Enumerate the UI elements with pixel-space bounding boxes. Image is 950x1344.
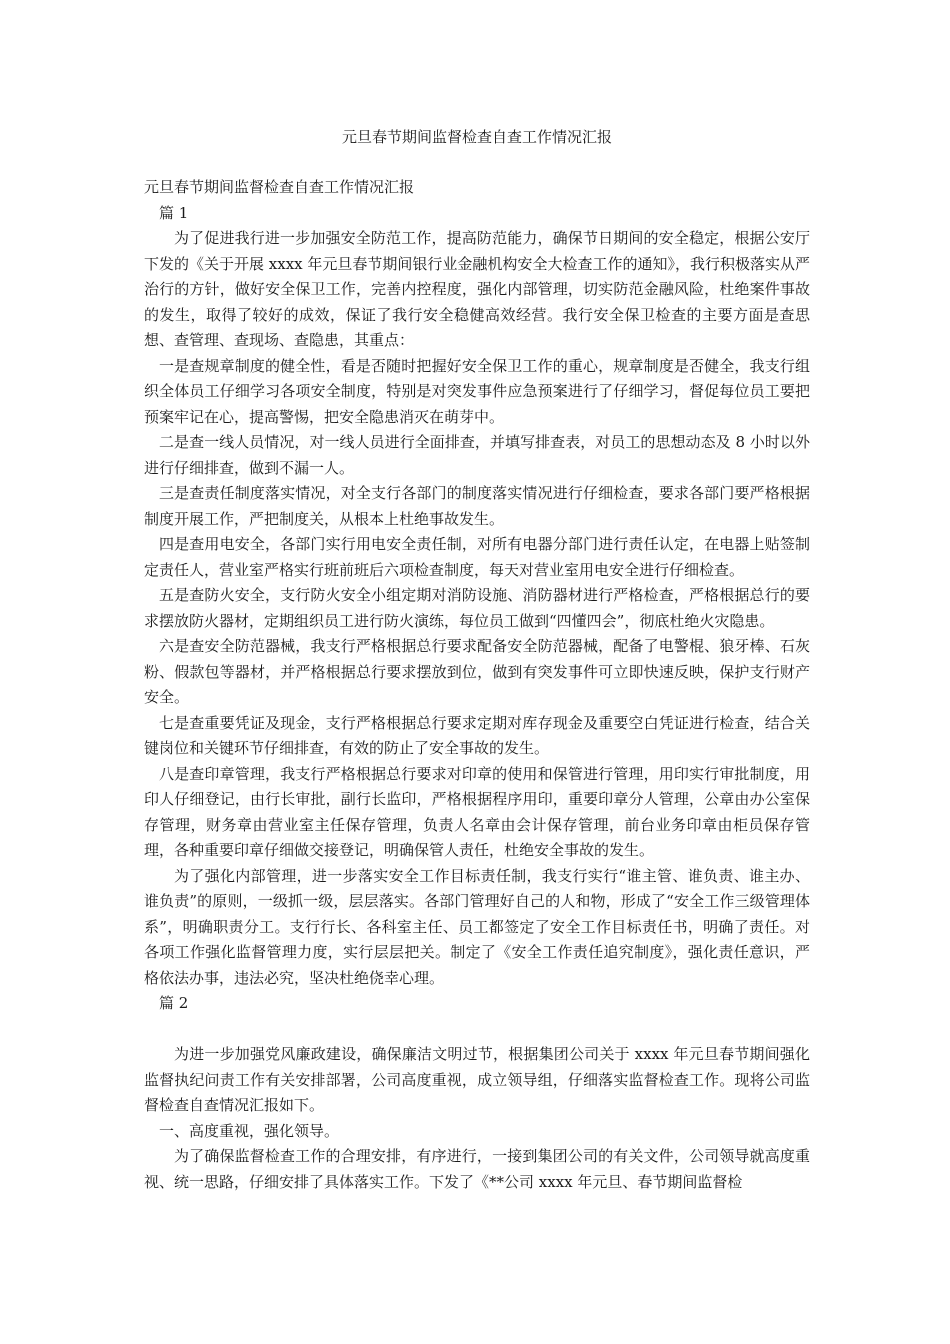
document-body xyxy=(144,175,810,1195)
paragraph-part2-body: 为了确保监督检查工作的合理安排，有序进行，一接到集团公司的有关文件，公司领导就高度重视、统一思路，仔细安排了具体落实工作。下发了《**公司 xxxx 年元旦、春节期间监督检 xyxy=(144,1147,810,1191)
paragraph-item-1: 一是查规章制度的健全性，看是否随时把握好安全保卫工作的重心，规章制度是否健全，我支行组织全体员工仔细学习各项安全制度，特别是对突发事件应急预案进行了仔细学习，督促每位员工要把预案牢记在心，提高警惕，把安全隐患消灭在萌芽中。 xyxy=(144,356,810,426)
paragraph-item-5: 五是查防火安全，支行防火安全小组定期对消防设施、消防器材进行严格检查，严格根据总行的要求摆放防火器材，定期组织员工进行防火演练，每位员工做到“四懂四会”，彻底杜绝火灾隐患。 xyxy=(144,586,810,630)
paragraph-item-4: 四是查用电安全，各部门实行用电安全责任制，对所有电器分部门进行责任认定，在电器上贴签制定责任人，营业室严格实行班前班后六项检查制度，每天对营业室用电安全进行仔细检查。 xyxy=(144,535,810,579)
paragraph-item-8: 八是查印章管理，我支行严格根据总行要求对印章的使用和保管进行管理，用印实行审批制度，用印人仔细登记，由行长审批，副行长监印，严格根据程序用印，重要印章分人管理，公章由办公室保存管理，财务章由营业室主任保存管理，负责人名章由会计保存管理，前台业务印章由柜员保存管理，各种重要印章仔细做交接登记，明确保管人责任，杜绝安全事故的发生。 xyxy=(144,764,810,859)
blank-line xyxy=(144,1017,810,1043)
paragraph-management: 为了强化内部管理，进一步落实安全工作目标责任制，我支行实行“谁主管、谁负责、谁主办、谁负责”的原则，一级抓一级，层层落实。各部门管理好自己的人和物，形成了“安全工作三级管理体系”，明确职责分工。支行行长、各科室主任、员工都签定了安全工作目标责任书，明确了责任。对各项工作强化监督管理力度，实行层层把关。制定了《安全工作责任追究制度》，强化责任意识，严格依法办事，违法必究，坚决杜绝侥幸心理。 xyxy=(144,866,810,987)
part-1-label: 篇 1 xyxy=(159,203,189,222)
paragraph-item-6: 六是查安全防范器械，我支行严格根据总行要求配备安全防范器械，配备了电警棍、狼牙棒、石灰粉、假款包等器材，并严格根据总行要求摆放到位，做到有突发事件可立即快速反映，保护支行财产安全。 xyxy=(144,637,810,706)
document-title: 元旦春节期间监督检查自查工作情况汇报 xyxy=(341,128,612,146)
paragraph-item-3: 三是查责任制度落实情况，对全支行各部门的制度落实情况进行仔细检查，要求各部门要严格根据制度开展工作，严把制度关，从根本上杜绝事故发生。 xyxy=(144,484,810,528)
document-subtitle: 元旦春节期间监督检查自查工作情况汇报 xyxy=(144,178,415,196)
part-2-label: 篇 2 xyxy=(159,994,189,1012)
paragraph-item-7: 七是查重要凭证及现金，支行严格根据总行要求定期对库存现金及重要空白凭证进行检查，结合关键岗位和关键环节仔细排查，有效的防止了安全事故的发生。 xyxy=(144,713,810,757)
section-heading-1: 一、高度重视，强化领导。 xyxy=(159,1121,340,1140)
paragraph-part2-intro: 为进一步加强党风廉政建设，确保廉洁文明过节，根据集团公司关于 xxxx 年元旦春节期间强化监督执纪问责工作有关安排部署，公司高度重视，成立领导组，仔细落实监督检查工作。现将公司监督检查自查情况汇报如下。 xyxy=(144,1045,810,1114)
paragraph-intro: 为了促进我行进一步加强安全防范工作，提高防范能力，确保节日期间的安全稳定，根据公安厅下发的《关于开展 xxxx 年元旦春节期间银行业金融机构安全大检查工作的通知》，我行积极落实从严治行的方针，做好安全保卫工作，完善内控程度，强化内部管理，切实防范金融风险，杜绝案件事故的发生，取得了较好的成效，保证了我行安全稳健高效经营。我行安全保卫检查的主要方面是查思想、查管理、查现场、查隐患，其重点： xyxy=(144,229,810,349)
paragraph-item-2: 二是查一线人员情况，对一线人员进行全面排查，并填写排查表，对员工的思想动态及 8 小时以外进行仔细排查，做到不漏一人。 xyxy=(144,433,810,477)
